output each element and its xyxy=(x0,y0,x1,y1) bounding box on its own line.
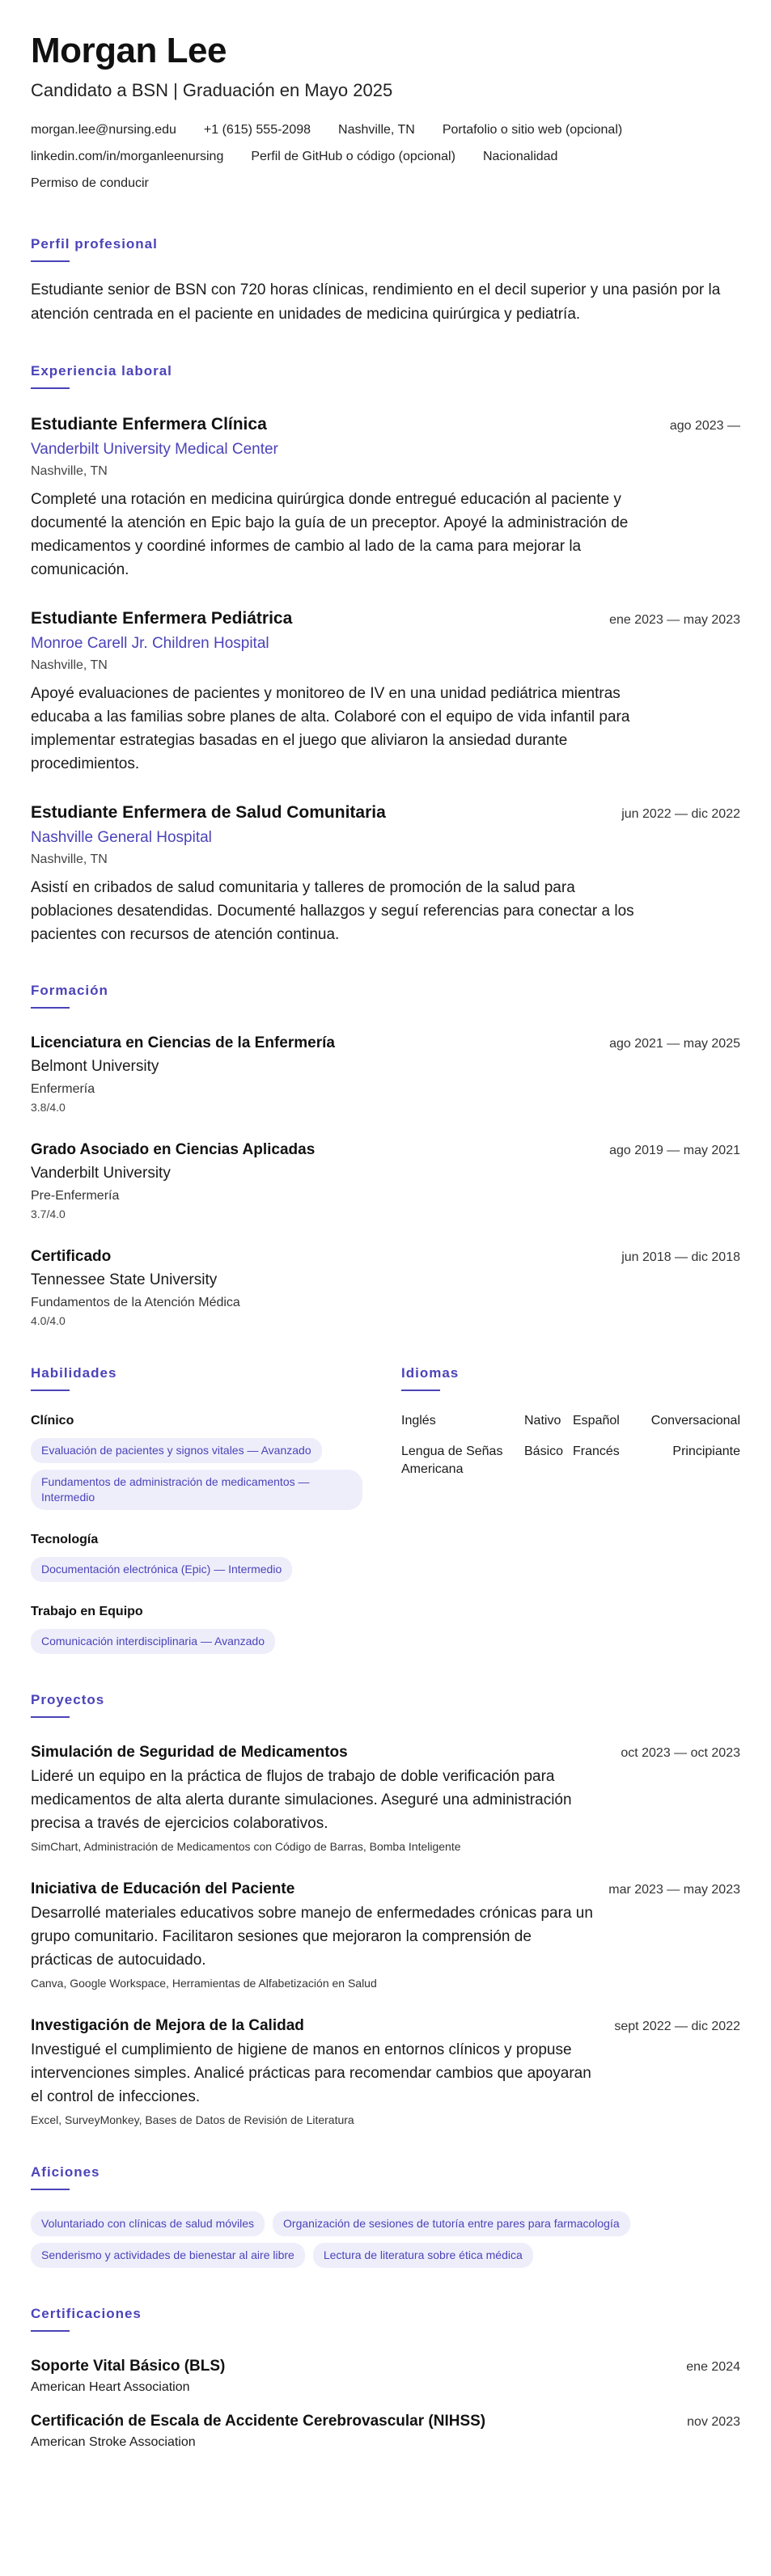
candidate-name: Morgan Lee xyxy=(31,31,227,70)
skill-pill-group xyxy=(31,1557,371,1588)
skill-pill: Documentación electrónica (Epic) — Intermedio xyxy=(31,1557,292,1582)
certification-date: ene 2024 xyxy=(686,2360,740,2374)
section-divider xyxy=(31,2330,70,2332)
languages-table xyxy=(401,1412,740,1478)
education-degree: Grado Asociado en Ciencias Aplicadas xyxy=(31,1141,316,1158)
education-section xyxy=(31,982,740,1329)
project-title: Investigación de Mejora de la Calidad xyxy=(31,2017,304,2034)
job-location: Nashville, TN xyxy=(31,464,108,478)
project-entry xyxy=(31,2016,740,2128)
skill-category: Clínico xyxy=(31,1414,74,1428)
projects-section xyxy=(31,1691,740,2128)
section-divider xyxy=(31,260,70,262)
education-gpa: 3.8/4.0 xyxy=(31,1101,66,1114)
job-title: Estudiante Enfermera de Salud Comunitaria xyxy=(31,803,386,822)
language-row xyxy=(401,1412,740,1430)
hobbies-section xyxy=(31,2164,740,2274)
hobby-pill: Senderismo y actividades de bienestar al aire libre xyxy=(31,2243,305,2268)
section-title-skills: Habilidades xyxy=(31,1365,117,1381)
hobby-pill: Voluntariado con clínicas de salud móviles xyxy=(31,2211,265,2236)
profile-summary: Estudiante senior de BSN con 720 horas clínicas, rendimiento en el decil superior y una pasión por la atención centrada en el paciente en unidades de medicina quirúrgica y pediatría. xyxy=(31,281,721,323)
project-date: mar 2023 — may 2023 xyxy=(608,1883,740,1897)
education-field: Pre-Enfermería xyxy=(31,1189,120,1203)
contact-github[interactable]: Perfil de GitHub o código (opcional) xyxy=(251,150,455,163)
experience-section xyxy=(31,362,740,946)
job-company: Vanderbilt University Medical Center xyxy=(31,441,278,458)
certifications-section xyxy=(31,2305,740,2451)
certification-title: Certificación de Escala de Accidente Cerebrovascular (NIHSS) xyxy=(31,2413,486,2430)
job-description: Apoyé evaluaciones de pacientes y monitoreo de IV en una unidad pediátrica mientras educaba a las familias sobre planes de alta. Colaboré con el equipo de vida infantil para implementar estrategias basadas en el juego que aliviaron la ansiedad durante procedimientos. xyxy=(31,685,630,772)
job-company: Nashville General Hospital xyxy=(31,829,212,846)
job-description: Completé una rotación en medicina quirúrgica donde entregué educación al paciente y documenté la atención en Epic bajo la guía de un preceptor. Apoyé la administración de medicamentos y coordiné informes de cambio al lado de la cama para mejorar la comunicación. xyxy=(31,491,629,578)
project-description: Desarrollé materiales educativos sobre manejo de enfermedades crónicas para un grupo comunitario. Facilitaron sesiones que mejoraron la comprensión de prácticas de autocuidado. xyxy=(31,1905,593,1969)
project-description: Lideré un equipo en la práctica de flujos de trabajo de doble verificación para medicamentos de alta alerta durante simulaciones. Aseguré una administración precisa a través de ejercicios colaborativos. xyxy=(31,1768,572,1832)
profile-section xyxy=(31,235,740,327)
job-description: Asistí en cribados de salud comunitaria y talleres de promoción de la salud para poblaciones desatendidas. Documenté hallazgos y seguí referencias para conectar a los pacientes con recursos de atención continua. xyxy=(31,879,634,943)
section-title-education: Formación xyxy=(31,983,108,998)
project-date: oct 2023 — oct 2023 xyxy=(621,1746,740,1760)
section-title-projects: Proyectos xyxy=(31,1692,105,1707)
job-location: Nashville, TN xyxy=(31,658,108,672)
education-school: Vanderbilt University xyxy=(31,1165,171,1182)
skill-category: Tecnología xyxy=(31,1533,99,1546)
section-divider xyxy=(31,1390,70,1391)
job-entry xyxy=(31,802,740,946)
education-date: ago 2021 — may 2025 xyxy=(609,1037,740,1051)
job-title: Estudiante Enfermera Clínica xyxy=(31,415,267,434)
skills-languages-row xyxy=(31,1364,740,1660)
contact-location: Nashville, TN xyxy=(338,123,415,137)
section-title-languages: Idiomas xyxy=(401,1365,460,1381)
certification-date: nov 2023 xyxy=(687,2415,740,2429)
skill-pill: Comunicación interdisciplinaria — Avanzado xyxy=(31,1629,275,1654)
skill-pill-group xyxy=(31,1629,371,1660)
certification-issuer: American Stroke Association xyxy=(31,2435,196,2449)
section-title-hobbies: Aficiones xyxy=(31,2164,100,2180)
certification-entry xyxy=(31,2356,740,2396)
section-title-experience: Experiencia laboral xyxy=(31,363,172,379)
certification-title: Soporte Vital Básico (BLS) xyxy=(31,2358,226,2375)
resume-header xyxy=(31,31,740,197)
education-field: Enfermería xyxy=(31,1082,95,1096)
section-divider xyxy=(31,387,70,389)
education-date: jun 2018 — dic 2018 xyxy=(621,1250,740,1264)
contact-list xyxy=(31,116,694,197)
education-gpa: 3.7/4.0 xyxy=(31,1208,66,1220)
project-entry xyxy=(31,1742,740,1855)
job-entry xyxy=(31,413,740,582)
education-school: Tennessee State University xyxy=(31,1271,218,1288)
contact-nationality: Nacionalidad xyxy=(482,150,558,163)
contact-email[interactable]: morgan.lee@nursing.edu xyxy=(31,123,176,137)
education-school: Belmont University xyxy=(31,1058,159,1075)
skill-category: Trabajo en Equipo xyxy=(31,1605,143,1618)
section-divider xyxy=(401,1390,440,1391)
language-name: Inglés xyxy=(401,1414,436,1428)
hobby-pill: Lectura de literatura sobre ética médica xyxy=(313,2243,533,2268)
certification-issuer: American Heart Association xyxy=(31,2380,190,2394)
language-level: Básico xyxy=(524,1445,564,1458)
job-entry xyxy=(31,607,740,776)
language-name: Lengua de Señas Americana xyxy=(401,1445,503,1476)
job-date: ene 2023 — may 2023 xyxy=(609,613,740,627)
education-entry xyxy=(31,1140,740,1222)
language-row xyxy=(401,1443,740,1478)
education-entry xyxy=(31,1246,740,1329)
education-entry xyxy=(31,1033,740,1115)
education-degree: Licenciatura en Ciencias de la Enfermería xyxy=(31,1034,335,1051)
section-title-certifications: Certificaciones xyxy=(31,2306,142,2321)
education-date: ago 2019 — may 2021 xyxy=(609,1144,740,1157)
section-divider xyxy=(31,2189,70,2190)
certification-entry xyxy=(31,2411,740,2451)
project-tools: Excel, SurveyMonkey, Bases de Datos de Revisión de Literatura xyxy=(31,2113,354,2126)
skill-pill: Evaluación de pacientes y signos vitales — Avanzado xyxy=(31,1438,322,1463)
languages-section xyxy=(401,1364,740,1660)
section-divider xyxy=(31,1007,70,1009)
skill-pill: Fundamentos de administración de medicamentos — Intermedio xyxy=(31,1470,362,1510)
contact-phone[interactable]: +1 (615) 555-2098 xyxy=(203,123,311,137)
hobby-pill-group xyxy=(31,2211,740,2274)
skills-section xyxy=(31,1364,371,1660)
language-level: Nativo xyxy=(524,1414,561,1428)
education-field: Fundamentos de la Atención Médica xyxy=(31,1296,240,1309)
project-tools: SimChart, Administración de Medicamentos con Código de Barras, Bomba Inteligente xyxy=(31,1840,461,1853)
language-level: Conversacional xyxy=(650,1414,740,1428)
project-title: Simulación de Seguridad de Medicamentos xyxy=(31,1744,348,1761)
contact-linkedin[interactable]: linkedin.com/in/morganleenursing xyxy=(31,150,224,163)
project-tools: Canva, Google Workspace, Herramientas de Alfabetización en Salud xyxy=(31,1977,377,1990)
education-gpa: 4.0/4.0 xyxy=(31,1314,66,1327)
skill-pill-group xyxy=(31,1438,371,1516)
language-name: Español xyxy=(573,1414,620,1428)
project-entry xyxy=(31,1879,740,1991)
section-title-profile: Perfil profesional xyxy=(31,236,158,252)
language-name: Francés xyxy=(573,1445,620,1458)
job-date: ago 2023 — xyxy=(669,419,740,433)
contact-portfolio[interactable]: Portafolio o sitio web (opcional) xyxy=(442,123,623,137)
candidate-headline: Candidato a BSN | Graduación en Mayo 2025 xyxy=(31,80,393,100)
section-divider xyxy=(31,1716,70,1718)
job-location: Nashville, TN xyxy=(31,852,108,866)
project-description: Investigué el cumplimiento de higiene de manos en entornos clínicos y propuse intervenciones simples. Analicé prácticas para recomendar cambios que apoyaran el control de infecciones. xyxy=(31,2041,591,2105)
contact-driving-license: Permiso de conducir xyxy=(31,176,149,190)
language-level: Principiante xyxy=(672,1445,740,1458)
job-title: Estudiante Enfermera Pediátrica xyxy=(31,609,293,628)
job-date: jun 2022 — dic 2022 xyxy=(621,807,740,821)
job-company: Monroe Carell Jr. Children Hospital xyxy=(31,635,269,652)
project-title: Iniciativa de Educación del Paciente xyxy=(31,1880,295,1897)
hobby-pill: Organización de sesiones de tutoría entre pares para farmacología xyxy=(273,2211,630,2236)
project-date: sept 2022 — dic 2022 xyxy=(614,2020,740,2033)
education-degree: Certificado xyxy=(31,1248,112,1265)
